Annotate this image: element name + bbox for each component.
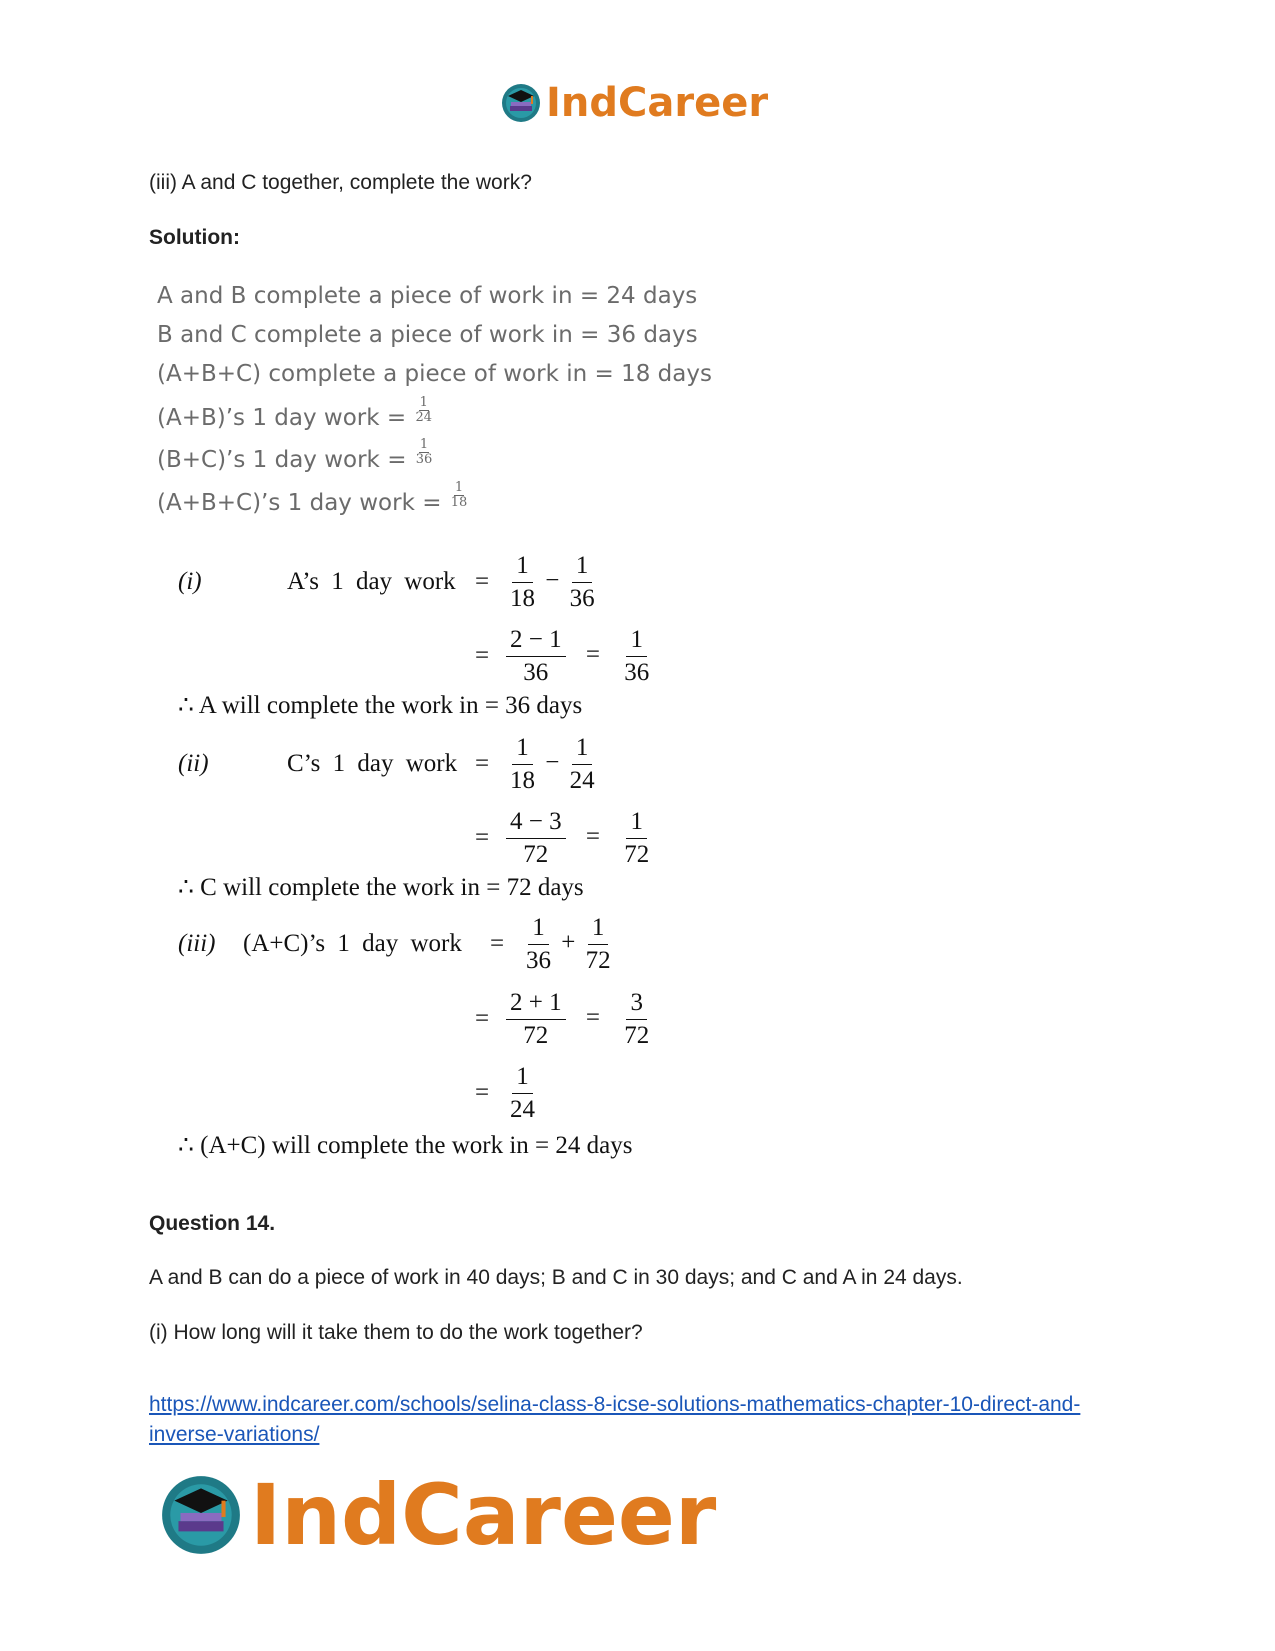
header-logo bbox=[500, 78, 768, 128]
logo-wordmark: IndCareer bbox=[250, 1466, 717, 1564]
denominator: 72 bbox=[523, 1022, 549, 1049]
fraction bbox=[582, 912, 615, 977]
numerator: 1 bbox=[528, 912, 549, 945]
numerator: 1 bbox=[454, 480, 464, 495]
step-i-lhs: A’s 1 day work bbox=[287, 568, 456, 595]
given-line-5 bbox=[157, 437, 433, 475]
source-link[interactable]: https://www.indcareer.com/schools/selina-class-8-icse-solutions-mathematics-chapter-10-direct-and-inverse-variations/ bbox=[149, 1393, 1081, 1446]
fraction bbox=[506, 624, 566, 689]
step-ii-lhs: C’s 1 day work bbox=[287, 750, 458, 777]
numerator: 1 bbox=[572, 550, 593, 583]
denominator: 72 bbox=[624, 1022, 650, 1049]
denominator: 36 bbox=[523, 659, 549, 686]
fraction bbox=[451, 481, 468, 510]
equals-sign: = bbox=[475, 568, 490, 595]
step-iii-lhs: (A+C)’s 1 day work bbox=[243, 930, 462, 957]
fraction bbox=[506, 1061, 539, 1126]
fraction bbox=[620, 806, 653, 871]
numerator: 3 bbox=[626, 987, 647, 1020]
fraction bbox=[506, 550, 539, 615]
fraction bbox=[506, 987, 566, 1052]
numerator: 1 bbox=[626, 806, 647, 839]
fraction bbox=[506, 806, 566, 871]
footer-logo bbox=[158, 1465, 716, 1565]
numerator: 1 bbox=[588, 912, 609, 945]
equals-sign: = bbox=[475, 1079, 490, 1106]
denominator: 72 bbox=[624, 841, 650, 868]
question-14-part-i: (i) How long will it take them to do the work together? bbox=[149, 1321, 643, 1344]
given-line-4 bbox=[157, 395, 432, 433]
step-iii-expr-2 bbox=[506, 987, 653, 1052]
denominator: 24 bbox=[415, 410, 432, 425]
numerator: 1 bbox=[626, 624, 647, 657]
numerator: 2 − 1 bbox=[506, 624, 566, 657]
step-i-conclusion: ∴ A will complete the work in = 36 days bbox=[178, 692, 583, 719]
denominator: 36 bbox=[526, 947, 551, 974]
step-iii-conclusion: ∴ (A+C) will complete the work in = 24 days bbox=[178, 1132, 633, 1159]
given-line-5-text: (B+C)’s 1 day work = bbox=[157, 447, 414, 473]
given-line-1: A and B complete a piece of work in = 24 days bbox=[157, 283, 698, 309]
step-ii-conclusion: ∴ C will complete the work in = 72 days bbox=[178, 874, 584, 901]
question-14-title: Question 14. bbox=[149, 1212, 276, 1235]
operator: + bbox=[561, 929, 576, 957]
numerator: 4 − 3 bbox=[506, 806, 566, 839]
denominator: 72 bbox=[523, 841, 549, 868]
denominator: 18 bbox=[510, 585, 535, 612]
numerator: 1 bbox=[419, 437, 429, 452]
fraction bbox=[566, 550, 599, 615]
fraction bbox=[522, 912, 555, 977]
fraction bbox=[506, 732, 539, 797]
denominator: 24 bbox=[510, 1096, 535, 1123]
given-line-6 bbox=[157, 480, 468, 518]
operator: − bbox=[545, 749, 560, 777]
numerator: 1 bbox=[512, 732, 533, 765]
numerator: 1 bbox=[419, 395, 428, 410]
fraction bbox=[620, 624, 653, 689]
step-iii-expr-3 bbox=[506, 1061, 539, 1126]
step-iii-label: (iii) bbox=[178, 930, 216, 957]
step-i-expr-1 bbox=[506, 550, 599, 615]
fraction bbox=[415, 396, 432, 425]
denominator: 18 bbox=[510, 767, 535, 794]
step-iii-expr-1 bbox=[522, 912, 615, 977]
question-14-text: A and B can do a piece of work in 40 days; B and C in 30 days; and C and A in 24 days. bbox=[149, 1266, 963, 1289]
equals-sign: = bbox=[585, 641, 600, 669]
question-part-iii: (iii) A and C together, complete the work? bbox=[149, 171, 532, 194]
graduation-cap-logo-icon bbox=[500, 82, 542, 124]
numerator: 1 bbox=[572, 732, 593, 765]
denominator: 36 bbox=[415, 452, 433, 467]
equals-sign: = bbox=[585, 1004, 600, 1032]
step-ii-expr-1 bbox=[506, 732, 599, 797]
fraction bbox=[416, 438, 433, 467]
step-ii-expr-2 bbox=[506, 806, 653, 871]
step-i-expr-2 bbox=[506, 624, 653, 689]
equals-sign: = bbox=[475, 750, 490, 777]
numerator: 2 + 1 bbox=[506, 987, 566, 1020]
numerator: 1 bbox=[512, 1061, 533, 1094]
equals-sign: = bbox=[475, 1005, 490, 1032]
denominator: 36 bbox=[569, 585, 595, 612]
graduation-cap-logo-icon bbox=[158, 1472, 244, 1558]
denominator: 72 bbox=[585, 947, 611, 974]
fraction bbox=[566, 732, 599, 797]
step-ii-label: (ii) bbox=[178, 750, 209, 777]
given-line-4-text: (A+B)’s 1 day work = bbox=[157, 405, 414, 431]
given-line-3: (A+B+C) complete a piece of work in = 18 days bbox=[157, 361, 712, 387]
given-line-6-text: (A+B+C)’s 1 day work = bbox=[157, 490, 449, 516]
fraction bbox=[620, 987, 653, 1052]
equals-sign: = bbox=[585, 823, 600, 851]
given-line-2: B and C complete a piece of work in = 36 days bbox=[157, 322, 698, 348]
equals-sign: = bbox=[475, 824, 490, 851]
operator: − bbox=[545, 567, 560, 595]
equals-sign: = bbox=[475, 642, 490, 669]
denominator: 24 bbox=[569, 767, 595, 794]
numerator: 1 bbox=[512, 550, 533, 583]
equals-sign: = bbox=[490, 930, 505, 957]
solution-label: Solution: bbox=[149, 226, 240, 249]
denominator: 36 bbox=[624, 659, 650, 686]
logo-wordmark: IndCareer bbox=[546, 80, 769, 126]
step-i-label: (i) bbox=[178, 568, 202, 595]
denominator: 18 bbox=[450, 495, 468, 510]
